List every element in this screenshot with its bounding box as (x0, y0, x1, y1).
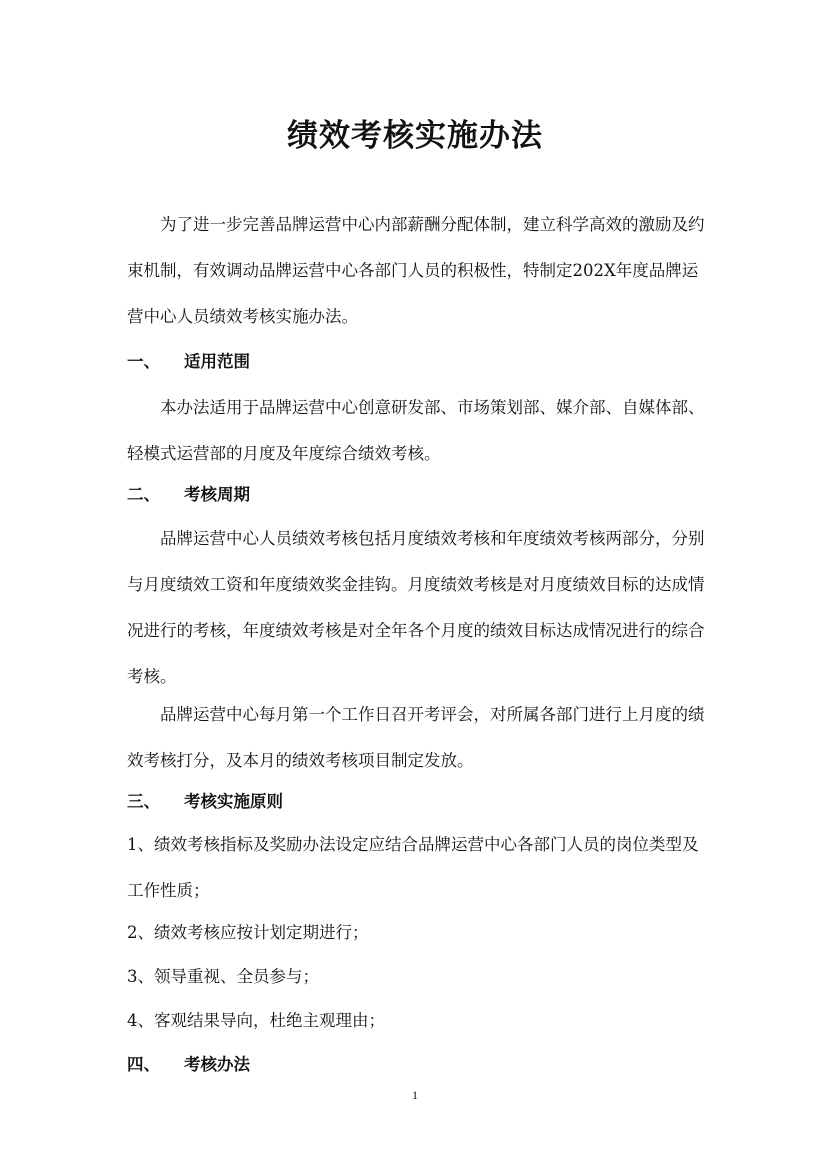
list-item: 3、领导重视、全员参与； (127, 967, 319, 986)
section-number: 四、 (127, 1055, 160, 1074)
section-heading-3 (127, 779, 283, 825)
section-number: 三、 (127, 792, 160, 811)
section-2-paragraph-2: 品牌运营中心每月第一个工作日召开考评会，对所属各部门进行上月度的绩效考核打分，及本月的绩效考核项目制定发放。 (127, 705, 705, 770)
list-item: 1、绩效考核指标及奖励办法设定应结合品牌运营中心各部门人员的岗位类型及工作性质； (127, 835, 699, 900)
section-number: 一、 (127, 352, 160, 371)
section-title: 考核办法 (184, 1055, 250, 1074)
intro-paragraph: 为了进一步完善品牌运营中心内部薪酬分配体制，建立科学高效的激励及约束机制，有效调动品牌运营中心各部门人员的积极性，特制定202X年度品牌运营中心人员绩效考核实施办法。 (127, 215, 705, 326)
list-item: 4、客观结果导向，杜绝主观理由； (127, 1011, 385, 1030)
document-title: 绩效考核实施办法 (287, 118, 543, 154)
list-item: 2、绩效考核应按计划定期进行； (127, 923, 369, 942)
section-heading-4 (127, 1042, 250, 1088)
section-heading-2 (127, 472, 250, 518)
section-title: 考核实施原则 (184, 792, 283, 811)
section-number: 二、 (127, 485, 160, 504)
section-title: 考核周期 (184, 485, 250, 504)
section-heading-1 (127, 339, 250, 385)
section-2-paragraph-1: 品牌运营中心人员绩效考核包括月度绩效考核和年度绩效考核两部分，分别与月度绩效工资和年度绩效奖金挂钩。月度绩效考核是对月度绩效目标的达成情况进行的考核，年度绩效考核是对全年各个月度的绩效目标达成情况进行的综合考核。 (127, 529, 705, 686)
page-number: 1 (412, 1088, 418, 1102)
section-title: 适用范围 (184, 352, 250, 371)
section-1-paragraph: 本办法适用于品牌运营中心创意研发部、市场策划部、媒介部、自媒体部、轻模式运营部的月度及年度综合绩效考核。 (127, 398, 705, 463)
